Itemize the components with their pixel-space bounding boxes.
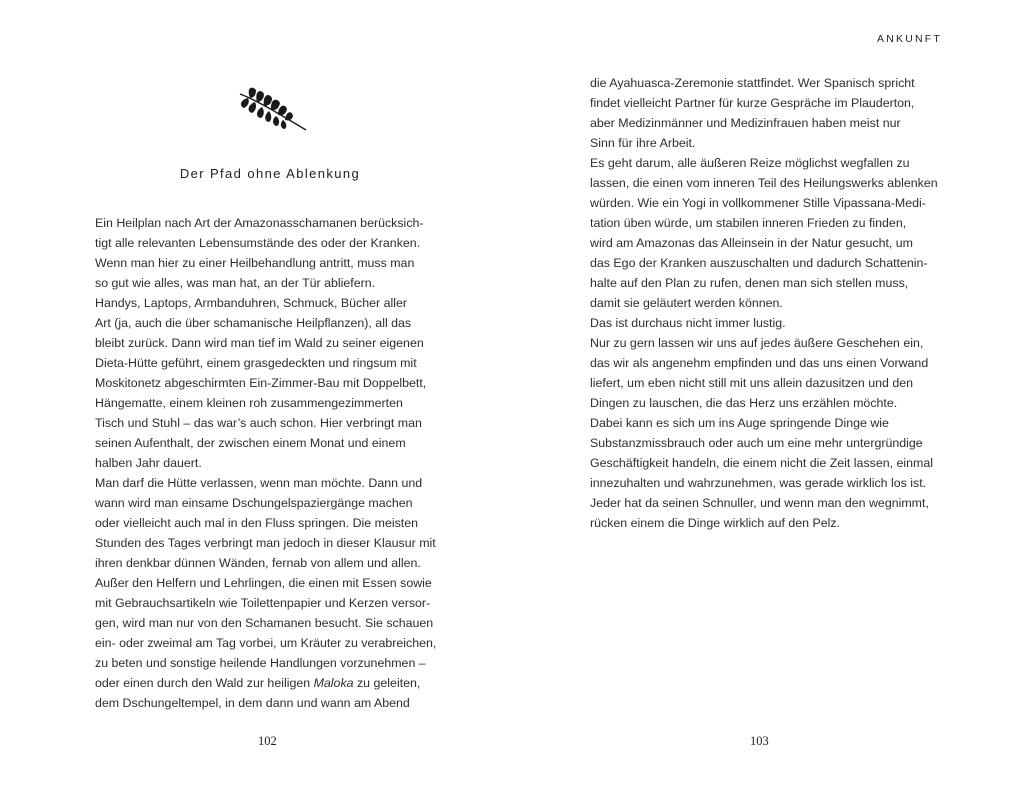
text-line: zu beten und sonstige heilende Handlungen vorzunehmen – <box>95 656 426 670</box>
text-line: seinen Aufenthalt, der zwischen einem Monat und einem <box>95 436 406 450</box>
text-line: oder vielleicht auch mal in den Fluss springen. Die meisten <box>95 516 419 530</box>
text-line: Tisch und Stuhl – das war’s auch schon. Hier verbringt man <box>95 416 422 430</box>
text-line: aber Medizinmänner und Medizinfrauen haben meist nur <box>590 116 901 130</box>
right-page <box>510 0 1020 793</box>
text-line: ihren denkbar dünnen Wänden, fernab von allem und allen. <box>95 556 421 570</box>
text-segment: oder einen durch den Wald zur heiligen <box>95 676 314 690</box>
text-line: ein- oder zweimal am Tag vorbei, um Kräuter zu verabreichen, <box>95 636 437 650</box>
text-line: Dabei kann es sich um ins Auge springende Dinge wie <box>590 416 889 430</box>
text-line: innezuhalten und wahrzunehmen, was gerade wirklich los ist. <box>590 476 927 490</box>
text-line: halte auf den Plan zu rufen, denen man sich stellen muss, <box>590 276 909 290</box>
text-line: würden. Wie ein Yogi in vollkommener Stille Vipassana-Medi- <box>590 196 926 210</box>
text-line: halben Jahr dauert. <box>95 456 202 470</box>
text-line: gen, wird man nur von den Schamanen besucht. Sie schauen <box>95 616 434 630</box>
text-line: Sinn für ihre Arbeit. <box>590 136 696 150</box>
text-line: Substanzmissbrauch oder auch um eine mehr untergründige <box>590 436 923 450</box>
text-line: damit sie geläutert werden können. <box>590 296 783 310</box>
body-text-left <box>95 213 455 713</box>
text-line: Ein Heilplan nach Art der Amazonasschamanen berücksich- <box>95 216 424 230</box>
text-line: tigt alle relevanten Lebensumstände des oder der Kranken. <box>95 236 421 250</box>
text-line: findet vielleicht Partner für kurze Gespräche im Plauderton, <box>590 96 915 110</box>
text-line: lassen, die einen vom inneren Teil des Heilungswerks ablenken <box>590 176 938 190</box>
text-line: liefert, um eben nicht still mit uns allein dazusitzen und den <box>590 376 914 390</box>
text-line: Stunden des Tages verbringt man jedoch in dieser Klausur mit <box>95 536 436 550</box>
text-line: Geschäftigkeit handeln, die einem nicht die Zeit lassen, einmal <box>590 456 933 470</box>
text-line: mit Gebrauchsartikeln wie Toilettenpapier und Kerzen versor- <box>95 596 431 610</box>
text-line: Hängematte, einem kleinen roh zusammengezimmerten <box>95 396 403 410</box>
page-number-right: 103 <box>750 734 769 748</box>
text-line: das Ego der Kranken auszuschalten und dadurch Schattenin- <box>590 256 928 270</box>
italic-term-maloka: Maloka <box>313 676 354 690</box>
text-line: Es geht darum, alle äußeren Reize möglichst wegfallen zu <box>590 156 910 170</box>
text-line: so gut wie alles, was man hat, an der Tür abliefern. <box>95 276 376 290</box>
text-line: wann wird man einsame Dschungelspaziergänge machen <box>95 496 413 510</box>
text-line: Man darf die Hütte verlassen, wenn man möchte. Dann und <box>95 476 423 490</box>
text-line: Moskitonetz abgeschirmten Ein-Zimmer-Bau mit Doppelbett, <box>95 376 427 390</box>
text-line: Das ist durchaus nicht immer lustig. <box>590 316 786 330</box>
text-line: Wenn man hier zu einer Heilbehandlung antritt, muss man <box>95 256 415 270</box>
text-line: tation üben würde, um stabilen inneren Frieden zu finden, <box>590 216 907 230</box>
text-line: Nur zu gern lassen wir uns auf jedes äußere Geschehen ein, <box>590 336 924 350</box>
text-line: die Ayahuasca-Zeremonie stattfindet. Wer Spanisch spricht <box>590 76 915 90</box>
text-line: Art (ja, auch die über schamanische Heilpflanzen), all das <box>95 316 412 330</box>
text-line: das wir als angenehm empfinden und das uns einen Vorwand <box>590 356 929 370</box>
running-head: ANKUNFT <box>877 33 942 45</box>
text-line: Außer den Helfern und Lehrlingen, die einen mit Essen sowie <box>95 576 432 590</box>
page-number-left: 102 <box>258 734 277 748</box>
text-line: Dingen zu lauschen, die das Herz uns erzählen möchte. <box>590 396 898 410</box>
text-line: bleibt zurück. Dann wird man tief im Wald zu seiner eigenen <box>95 336 424 350</box>
text-line: rücken einem die Dinge wirklich auf den Pelz. <box>590 516 841 530</box>
text-line: Dieta-Hütte geführt, einem grasgedeckten und ringsum mit <box>95 356 417 370</box>
text-line: Jeder hat da seinen Schnuller, und wenn man den wegnimmt, <box>590 496 929 510</box>
fern-leaf-icon <box>236 86 310 134</box>
body-text-right <box>590 73 950 533</box>
text-line-with-italic <box>95 673 455 693</box>
chapter-title: Der Pfad ohne Ablenkung <box>179 166 361 181</box>
text-line: wird am Amazonas das Alleinsein in der Natur gesucht, um <box>590 236 914 250</box>
text-segment: zu geleiten, <box>353 676 421 690</box>
text-line: Handys, Laptops, Armbanduhren, Schmuck, Bücher aller <box>95 296 407 310</box>
text-line: dem Dschungeltempel, in dem dann und wann am Abend <box>95 696 410 710</box>
